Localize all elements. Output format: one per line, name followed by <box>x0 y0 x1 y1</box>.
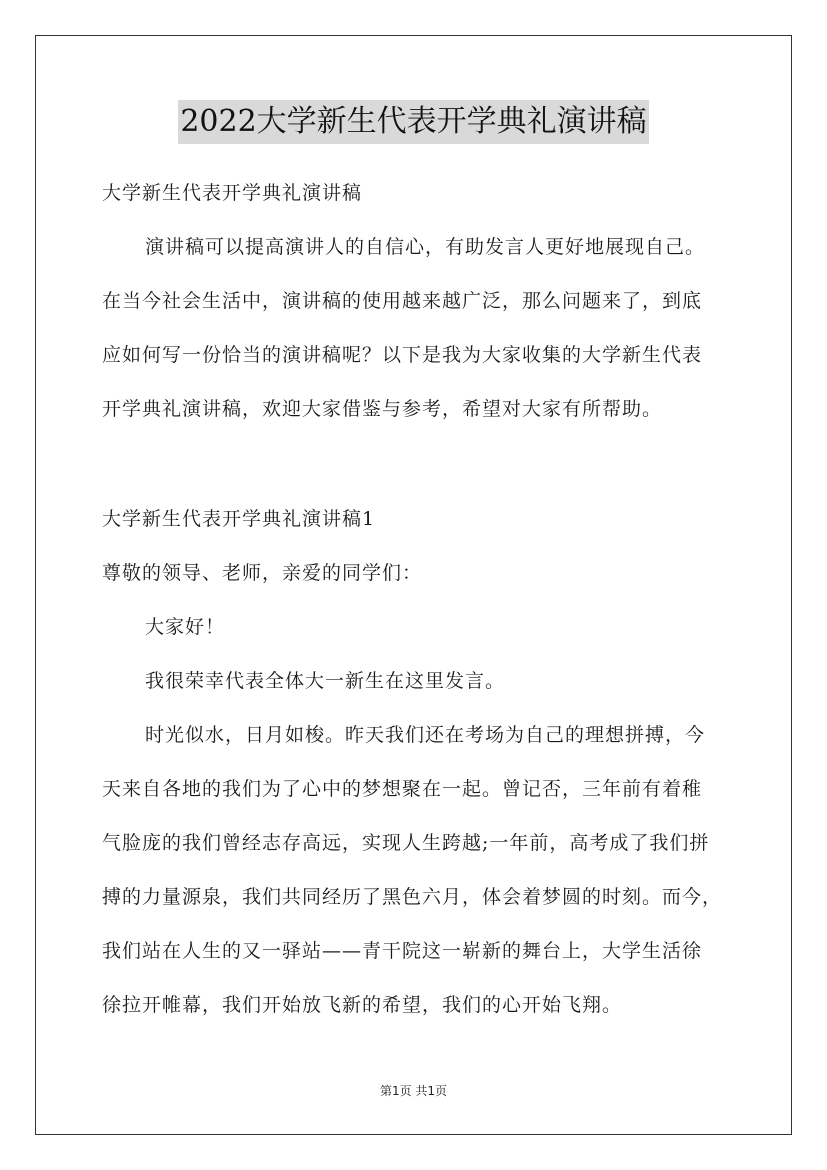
document-title: 2022大学新生代表开学典礼演讲稿 <box>178 100 648 144</box>
intro-line-1: 演讲稿可以提高演讲人的自信心，有助发言人更好地展现自己。 <box>145 236 706 258</box>
intro-line-2: 在当今社会生活中，演讲稿的使用越来越广泛，那么问题来了，到底 <box>102 290 703 312</box>
intro-line-3: 应如何写一份恰当的演讲稿呢？以下是我为大家收集的大学新生代表 <box>102 344 703 366</box>
paragraph-2-line-2: 天来自各地的我们为了心中的梦想聚在一起。曾记否，三年前有着稚 <box>102 778 703 800</box>
greeting: 大家好！ <box>145 616 226 638</box>
title-container <box>0 100 827 144</box>
paragraph-2-line-3: 气脸庞的我们曾经志存高远，实现人生跨越;一年前，高考成了我们拼 <box>102 832 710 854</box>
page-footer: 第1页 共1页 <box>379 1084 448 1098</box>
section-heading: 大学新生代表开学典礼演讲稿1 <box>102 508 376 530</box>
paragraph-2-line-6: 徐拉开帷幕，我们开始放飞新的希望，我们的心开始飞翔。 <box>102 994 623 1016</box>
paragraph-2-line-5: 我们站在人生的又一驿站——青干院这一崭新的舞台上，大学生活徐 <box>102 940 703 962</box>
document-subtitle: 大学新生代表开学典礼演讲稿 <box>102 182 363 204</box>
paragraph-1: 我很荣幸代表全体大一新生在这里发言。 <box>145 670 506 692</box>
salutation: 尊敬的领导、老师，亲爱的同学们： <box>102 562 423 584</box>
paragraph-2-line-1: 时光似水，日月如梭。昨天我们还在考场为自己的理想拼搏，今 <box>145 724 706 746</box>
paragraph-2-line-4: 搏的力量源泉，我们共同经历了黑色六月，体会着梦圆的时刻。而今， <box>102 886 723 908</box>
intro-line-4: 开学典礼演讲稿，欢迎大家借鉴与参考，希望对大家有所帮助。 <box>102 398 663 420</box>
